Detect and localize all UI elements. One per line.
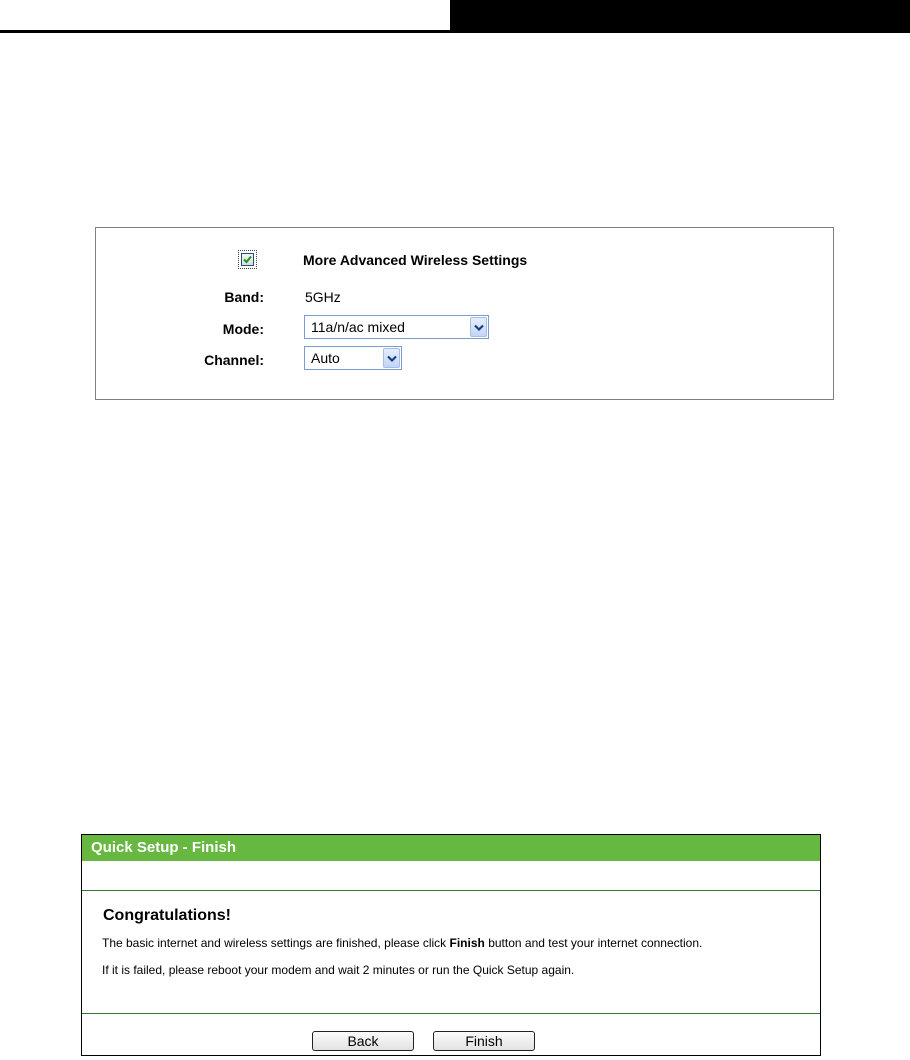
band-value: 5GHz [305, 289, 341, 305]
advanced-settings-checkbox-focus[interactable] [238, 250, 257, 269]
band-label: Band: [224, 289, 264, 305]
quick-setup-title: Quick Setup - Finish [82, 835, 820, 861]
channel-select[interactable] [304, 346, 402, 370]
chevron-down-icon [474, 324, 484, 332]
channel-select-value: Auto [311, 350, 340, 366]
header-rule [0, 30, 450, 33]
header-black-band [450, 0, 910, 33]
failure-instructions: If it is failed, please reboot your modem and wait 2 minutes or run the Quick Setup again. [102, 963, 575, 977]
back-button[interactable]: Back [312, 1031, 414, 1051]
check-icon [242, 254, 253, 265]
chevron-down-icon [387, 355, 397, 363]
finish-instructions [102, 936, 702, 950]
instructions-text-end: button and test your internet connection. [484, 936, 703, 950]
advanced-settings-label: More Advanced Wireless Settings [303, 252, 528, 268]
mode-select-value: 11a/n/ac mixed [311, 319, 405, 335]
mode-dropdown-button[interactable] [470, 317, 487, 337]
finish-keyword: Finish [449, 936, 485, 950]
channel-dropdown-button[interactable] [383, 348, 400, 368]
wireless-settings-panel [95, 227, 834, 400]
instructions-text-start: The basic internet and wireless settings are finished, please click [102, 936, 450, 950]
channel-label: Channel: [204, 352, 264, 368]
congratulations-heading: Congratulations! [103, 907, 231, 924]
mode-select[interactable] [304, 315, 489, 339]
finish-button[interactable]: Finish [433, 1031, 535, 1051]
quick-setup-finish-panel [81, 834, 821, 1056]
divider-top [82, 890, 820, 891]
advanced-settings-checkbox[interactable] [241, 253, 254, 266]
mode-label: Mode: [222, 321, 264, 337]
divider-bottom [82, 1013, 820, 1014]
